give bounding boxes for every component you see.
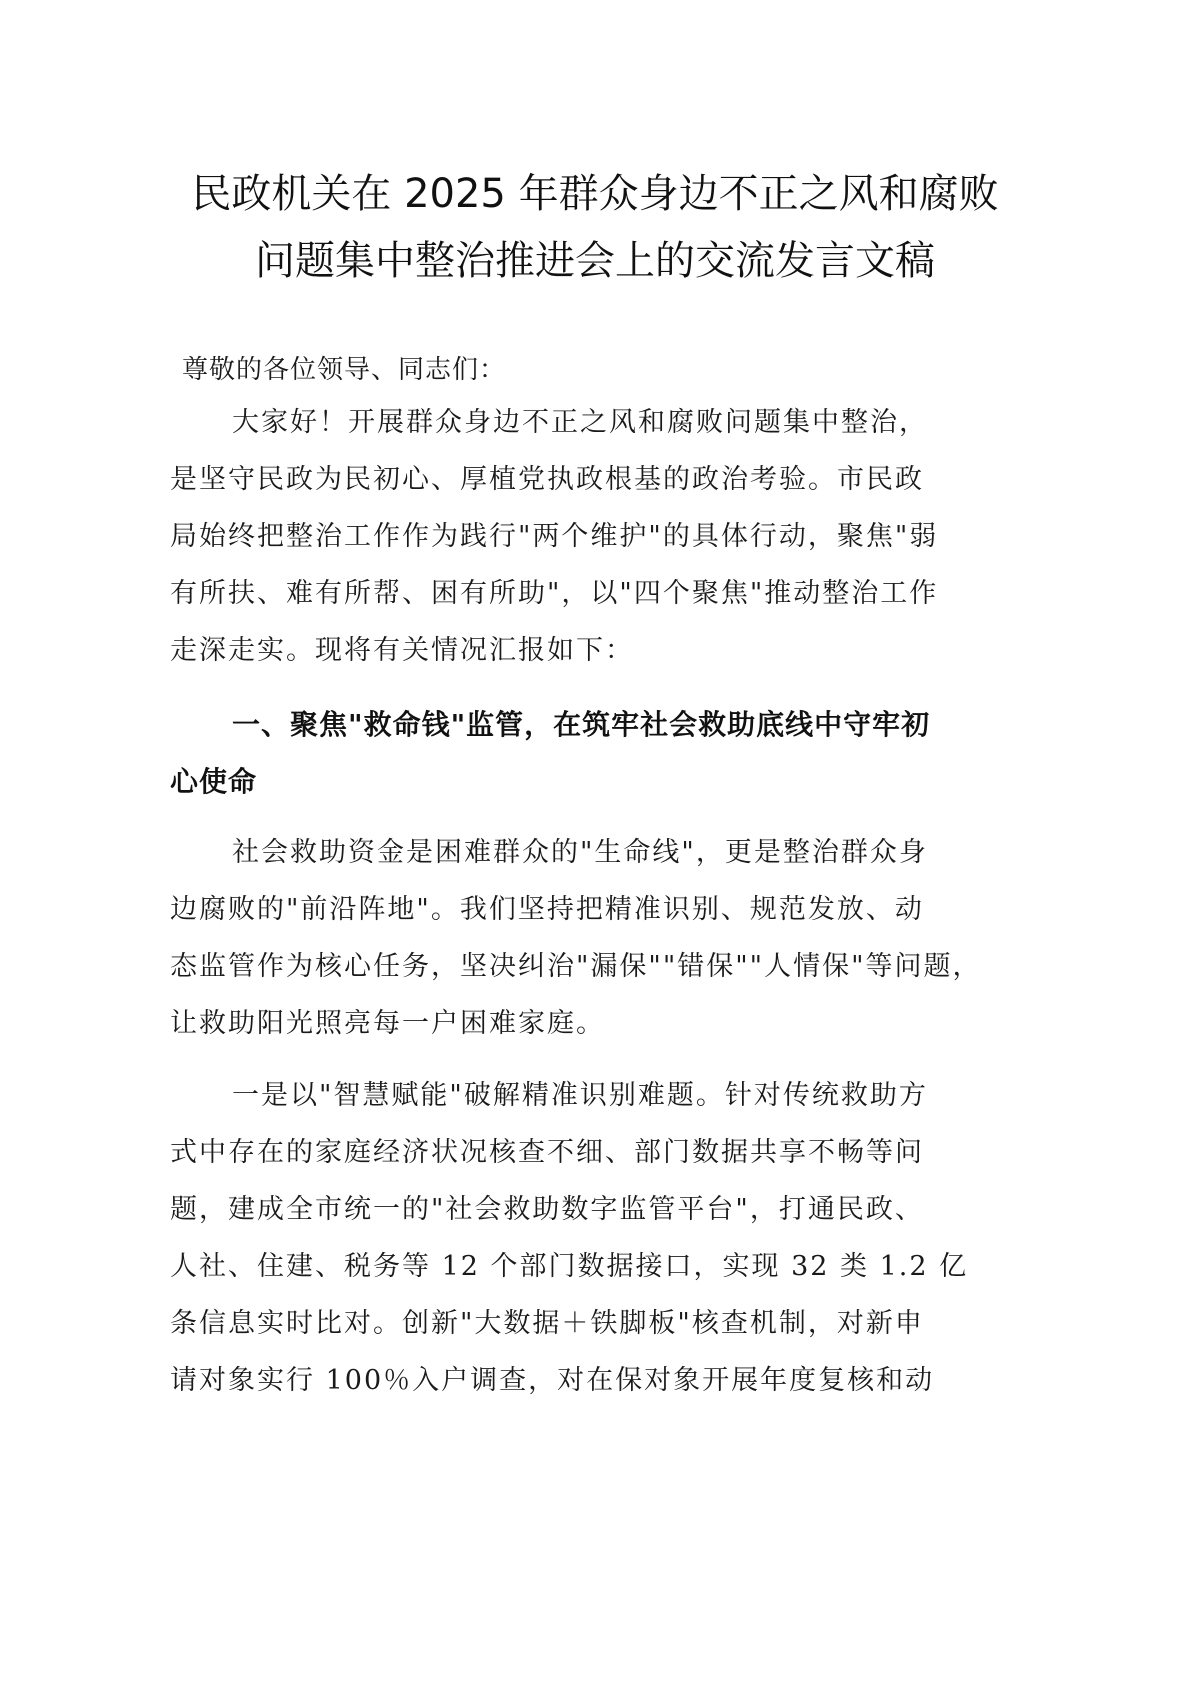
section-1-para-line-1: 社会救助资金是困难群众的"生命线"，更是整治群众身 [232,837,928,868]
intro-line-5: 走深走实。现将有关情况汇报如下： [170,635,634,666]
point-1-line-5: 条信息实时比对。创新"大数据＋铁脚板"核查机制，对新申 [170,1308,924,1339]
document-title-line-2: 问题集中整治推进会上的交流发言文稿 [255,238,935,284]
section-1-para-line-2: 边腐败的"前沿阵地"。我们坚持把精准识别、规范发放、动 [170,894,924,925]
intro-line-2: 是坚守民政为民初心、厚植党执政根基的政治考验。市民政 [170,464,924,495]
salutation: 尊敬的各位领导、同志们： [182,355,507,385]
point-1-line-6: 请对象实行 100％入户调查，对在保对象开展年度复核和动 [170,1365,935,1396]
point-1-line-4: 人社、住建、税务等 12 个部门数据接口，实现 32 类 1.2 亿 [170,1251,969,1282]
point-1-line-2: 式中存在的家庭经济状况核查不细、部门数据共享不畅等问 [170,1137,924,1168]
section-1-heading-line-1: 一、聚焦"救命钱"监管，在筑牢社会救助底线中守牢初 [232,708,931,741]
intro-line-3: 局始终把整治工作作为践行"两个维护"的具体行动，聚焦"弱 [170,521,939,552]
point-1-line-3: 题，建成全市统一的"社会救助数字监管平台"，打通民政、 [170,1194,924,1225]
section-1-para-line-4: 让救助阳光照亮每一户困难家庭。 [170,1008,605,1039]
section-1-para-line-3: 态监管作为核心任务，坚决纠治"漏保""错保""人情保"等问题， [170,951,982,982]
intro-line-1: 大家好！开展群众身边不正之风和腐败问题集中整治， [232,407,928,438]
intro-line-4: 有所扶、难有所帮、困有所助"，以"四个聚焦"推动整治工作 [170,578,939,609]
point-1-line-1: 一是以"智慧赋能"破解精准识别难题。针对传统救助方 [232,1080,928,1111]
document-title-line-1: 民政机关在 2025 年群众身边不正之风和腐败 [191,171,999,217]
section-1-heading-line-2: 心使命 [170,765,258,798]
